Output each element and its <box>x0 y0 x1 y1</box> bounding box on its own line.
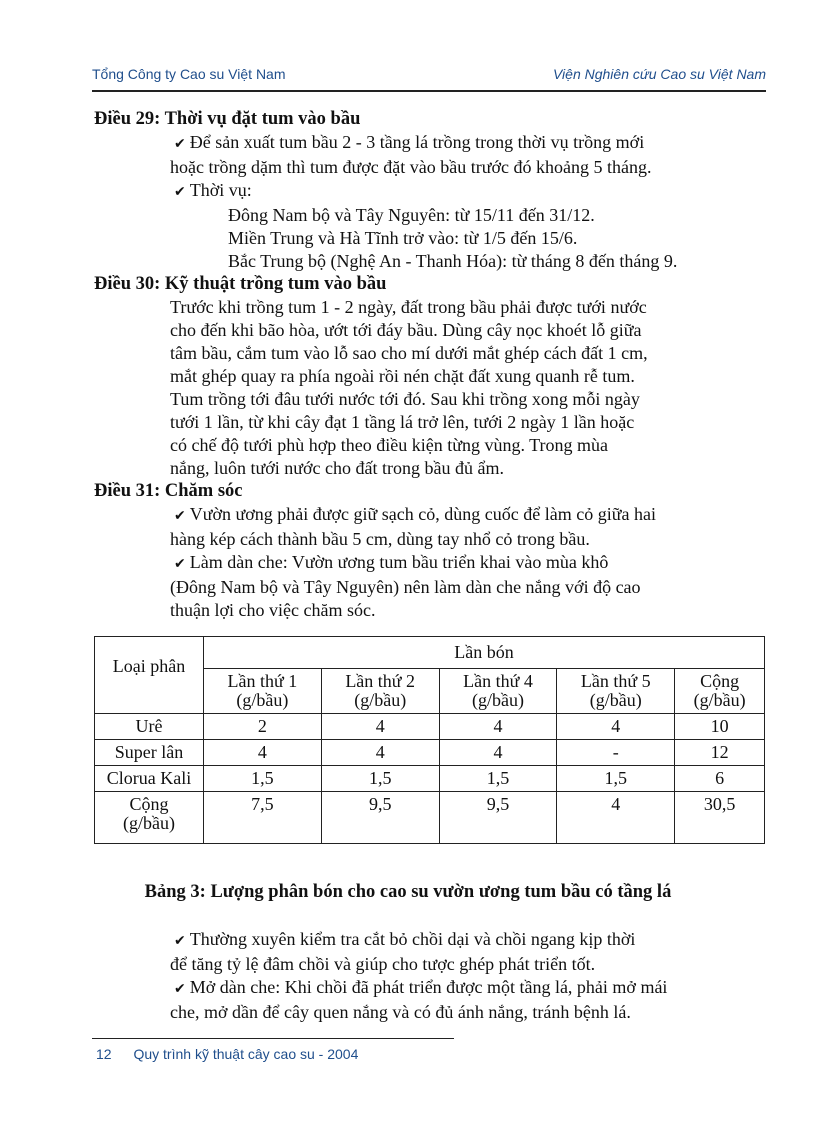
check-icon: ✔ <box>174 508 186 524</box>
column-header: Cộng (g/bầu) <box>675 669 765 714</box>
region-line: Miền Trung và Hà Tĩnh trở vào: từ 1/5 đến 15/6. <box>228 228 578 248</box>
column-header: Lần thứ 5 (g/bầu) <box>557 669 675 714</box>
text-line: cho đến khi bão hòa, ướt tới đáy bầu. Dùng cây nọc khoét lỗ giữa <box>170 320 642 340</box>
table-cell: 4 <box>321 740 439 766</box>
table-row <box>95 766 765 792</box>
check-icon: ✔ <box>174 184 186 200</box>
page-footer <box>96 1046 358 1062</box>
header-left: Tổng Công ty Cao su Việt Nam <box>92 66 286 82</box>
table-row <box>95 740 765 766</box>
text-line: Để sản xuất tum bầu 2 - 3 tầng lá trồng trong thời vụ trồng mới <box>189 132 645 152</box>
footer-divider <box>92 1038 454 1039</box>
row-label: Cộng (g/bầu) <box>95 792 204 844</box>
text-line: Thường xuyên kiểm tra cắt bỏ chồi dại và chồi ngang kịp thời <box>189 929 636 949</box>
table-cell: 4 <box>557 792 675 844</box>
text-line: Làm dàn che: Vườn ương tum bầu triển khai vào mùa khô <box>189 552 609 572</box>
check-icon: ✔ <box>174 933 186 949</box>
table-cell: 4 <box>557 714 675 740</box>
table-cell: 1,5 <box>439 766 557 792</box>
table-corner: Loại phân <box>95 637 204 714</box>
table-cell: 4 <box>439 740 557 766</box>
main-content <box>94 108 764 622</box>
bullet <box>94 976 764 1001</box>
table-cell: 1,5 <box>321 766 439 792</box>
table-cell: 9,5 <box>439 792 557 844</box>
article-29-title: Điều 29: Thời vụ đặt tum vào bầu <box>94 109 361 129</box>
text-line: tâm bầu, cắm tum vào lỗ sao cho mí dưới mắt ghép cách đất 1 cm, <box>170 343 648 363</box>
region-line: Bắc Trung bộ (Nghệ An - Thanh Hóa): từ tháng 8 đến tháng 9. <box>228 251 678 271</box>
text-line: Vườn ương phải được giữ sạch cỏ, dùng cuốc để làm cỏ giữa hai <box>189 504 656 524</box>
row-label: Clorua Kali <box>95 766 204 792</box>
text-line: tưới 1 lần, từ khi cây đạt 1 tầng lá trở lên, tưới 2 ngày 1 lần hoặc <box>170 412 635 432</box>
column-header: Lần thứ 4 (g/bầu) <box>439 669 557 714</box>
table-row <box>95 714 765 740</box>
text-line: Trước khi trồng tum 1 - 2 ngày, đất trong bầu phải được tưới nước <box>170 297 647 317</box>
header-right: Viện Nghiên cứu Cao su Việt Nam <box>552 66 766 82</box>
text-line: Tum trồng tới đâu tưới nước tới đó. Sau khi trồng xong mỗi ngày <box>170 389 640 409</box>
bullet <box>94 179 764 204</box>
table-cell: 6 <box>675 766 765 792</box>
table-cell: 30,5 <box>675 792 765 844</box>
table-cell: 10 <box>675 714 765 740</box>
text-line: che, mở dần để cây quen nắng và có đủ ánh nắng, tránh bệnh lá. <box>170 1002 631 1022</box>
table-cell: 1,5 <box>557 766 675 792</box>
text-line: Thời vụ: <box>189 180 252 200</box>
table-caption: Bảng 3: Lượng phân bón cho cao su vườn ương tum bầu có tầng lá <box>144 882 672 902</box>
check-icon: ✔ <box>174 981 186 997</box>
table-cell: 4 <box>204 740 322 766</box>
page-number: 12 <box>96 1046 112 1062</box>
table-cell: 2 <box>204 714 322 740</box>
row-label: Super lân <box>95 740 204 766</box>
bullet <box>94 503 764 528</box>
text-line: hoặc trồng dặm thì tum được đặt vào bầu trước đó khoảng 5 tháng. <box>170 157 652 177</box>
column-header: Lần thứ 2 (g/bầu) <box>321 669 439 714</box>
table-cell: 1,5 <box>204 766 322 792</box>
text-line: có chế độ tưới phù hợp theo điều kiện từng vùng. Trong mùa <box>170 435 609 455</box>
bullet <box>94 928 764 953</box>
text-line: Mở dàn che: Khi chồi đã phát triển được một tầng lá, phải mở mái <box>189 977 668 997</box>
bullet <box>94 131 764 156</box>
row-label: Urê <box>95 714 204 740</box>
table-cell: 4 <box>439 714 557 740</box>
page-header <box>92 64 766 92</box>
after-content <box>94 928 764 1024</box>
article-30-title: Điều 30: Kỹ thuật trồng tum vào bầu <box>94 274 387 294</box>
column-header: Lần thứ 1 (g/bầu) <box>204 669 322 714</box>
check-icon: ✔ <box>174 136 186 152</box>
bullet <box>94 551 764 576</box>
text-line: nắng, luôn tưới nước cho đất trong bầu đủ ẩm. <box>170 458 504 478</box>
fertilizer-table <box>94 636 765 844</box>
table-row <box>95 792 765 844</box>
article-31-title: Điều 31: Chăm sóc <box>94 481 243 501</box>
text-line: (Đông Nam bộ và Tây Nguyên) nên làm dàn che nắng với độ cao <box>170 577 641 597</box>
table-cell: 12 <box>675 740 765 766</box>
table-group-header: Lần bón <box>204 637 765 669</box>
table-cell: - <box>557 740 675 766</box>
table-cell: 7,5 <box>204 792 322 844</box>
table-cell: 4 <box>321 714 439 740</box>
article-30-body <box>94 296 764 480</box>
table-cell: 9,5 <box>321 792 439 844</box>
text-line: để tăng tỷ lệ đâm chồi và giúp cho tược ghép phát triển tốt. <box>170 954 596 974</box>
text-line: hàng kép cách thành bầu 5 cm, dùng tay nhổ cỏ trong bầu. <box>170 529 590 549</box>
footer-title: Quy trình kỹ thuật cây cao su - 2004 <box>133 1046 359 1062</box>
check-icon: ✔ <box>174 556 186 572</box>
region-line: Đông Nam bộ và Tây Nguyên: từ 15/11 đến 31/12. <box>228 205 595 225</box>
text-line: thuận lợi cho việc chăm sóc. <box>170 600 376 620</box>
text-line: mắt ghép quay ra phía ngoài rồi nén chặt đất xung quanh rễ tum. <box>170 366 635 386</box>
